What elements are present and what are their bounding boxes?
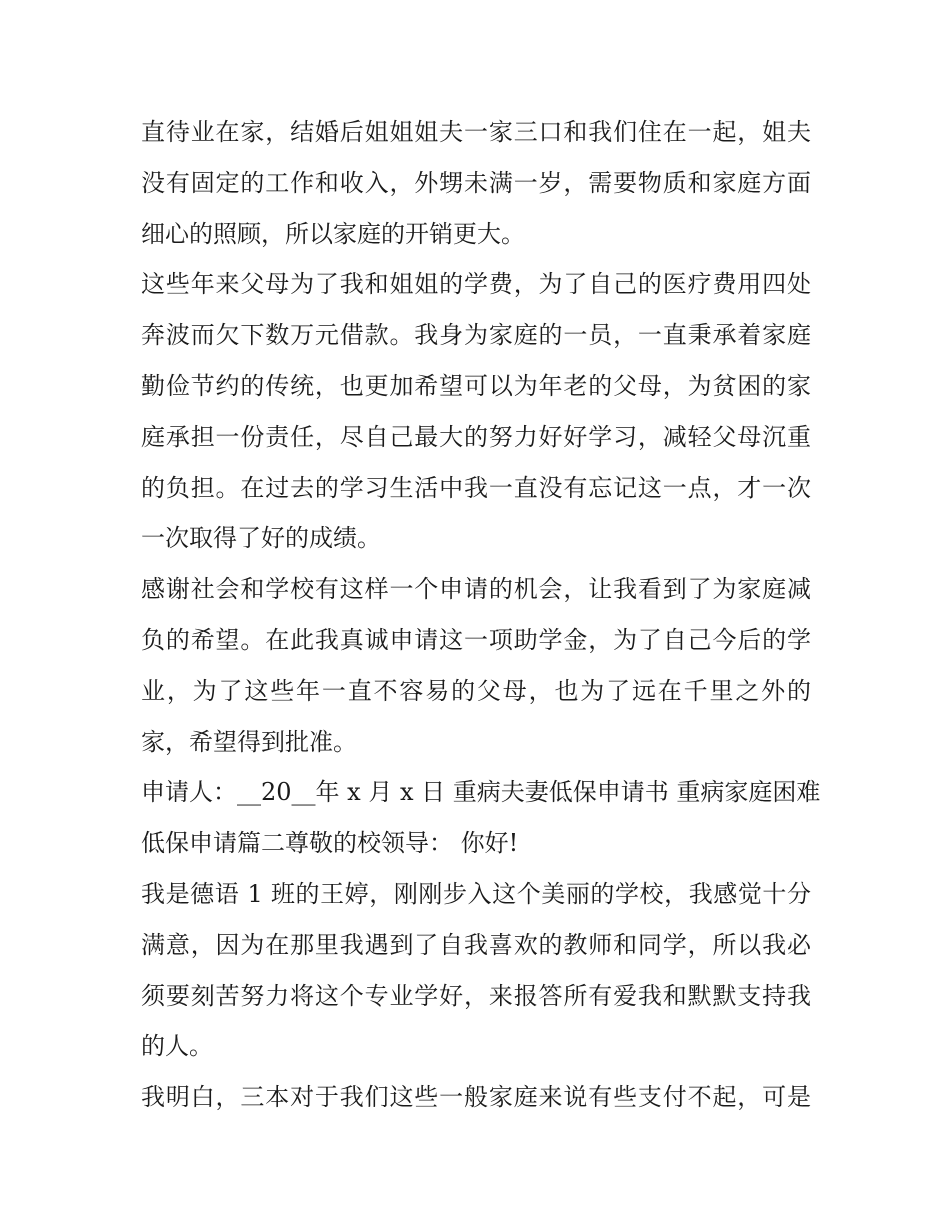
text-line: 一次取得了好的成绩。 [141, 524, 381, 553]
paragraph-2 [141, 259, 811, 564]
text-line: 我明白，三本对于我们这些一般家庭来说有些支付不起，可是 [141, 1083, 811, 1112]
text-line: 奔波而欠下数万元借款。我身为家庭的一员，一直秉承着家庭 [141, 321, 811, 350]
document-body [141, 107, 821, 1123]
paragraph-4 [141, 767, 821, 869]
text-line: 业，为了这些年一直不容易的父母，也为了远在千里之外的 [141, 676, 811, 705]
text-line: 我是德语 1 班的王婷，刚刚步入这个美丽的学校，我感觉十分 [141, 879, 811, 908]
text-line: 满意，因为在那里我遇到了自我喜欢的教师和同学，所以我必 [141, 930, 811, 959]
text-line: 感谢社会和学校有这样一个申请的机会，让我看到了为家庭减 [141, 575, 811, 604]
text-line: 这些年来父母为了我和姐姐的学费，为了自己的医疗费用四处 [141, 270, 811, 299]
paragraph-1 [141, 107, 811, 259]
paragraph-6 [141, 1072, 811, 1123]
paragraph-3 [141, 564, 811, 767]
text-line: 的负担。在过去的学习生活中我一直没有忘记这一点，才一次 [141, 473, 811, 502]
text-line: 庭承担一份责任，尽自己最大的努力好好学习，减轻父母沉重 [141, 422, 811, 451]
text-line: 勤俭节约的传统，也更加希望可以为年老的父母，为贫困的家 [141, 371, 811, 400]
text-line: 的人。 [141, 1032, 213, 1061]
paragraph-5 [141, 869, 811, 1072]
text-line: 细心的照顾，所以家庭的开销更大。 [141, 219, 525, 248]
text-line: 低保申请篇二尊敬的校领导： 你好! [141, 829, 519, 858]
text-line: 申请人：__20__年 x 月 x 日 重病夫妻低保申请书 重病家庭困难 [141, 778, 821, 807]
text-line: 直待业在家，结婚后姐姐姐夫一家三口和我们住在一起，姐夫 [141, 118, 811, 146]
text-line: 家，希望得到批准。 [141, 727, 357, 756]
text-line: 须要刻苦努力将这个专业学好，来报答所有爱我和默默支持我 [141, 981, 811, 1010]
text-line: 没有固定的工作和收入，外甥未满一岁，需要物质和家庭方面 [141, 168, 811, 197]
text-line: 负的希望。在此我真诚申请这一项助学金，为了自己今后的学 [141, 625, 811, 654]
